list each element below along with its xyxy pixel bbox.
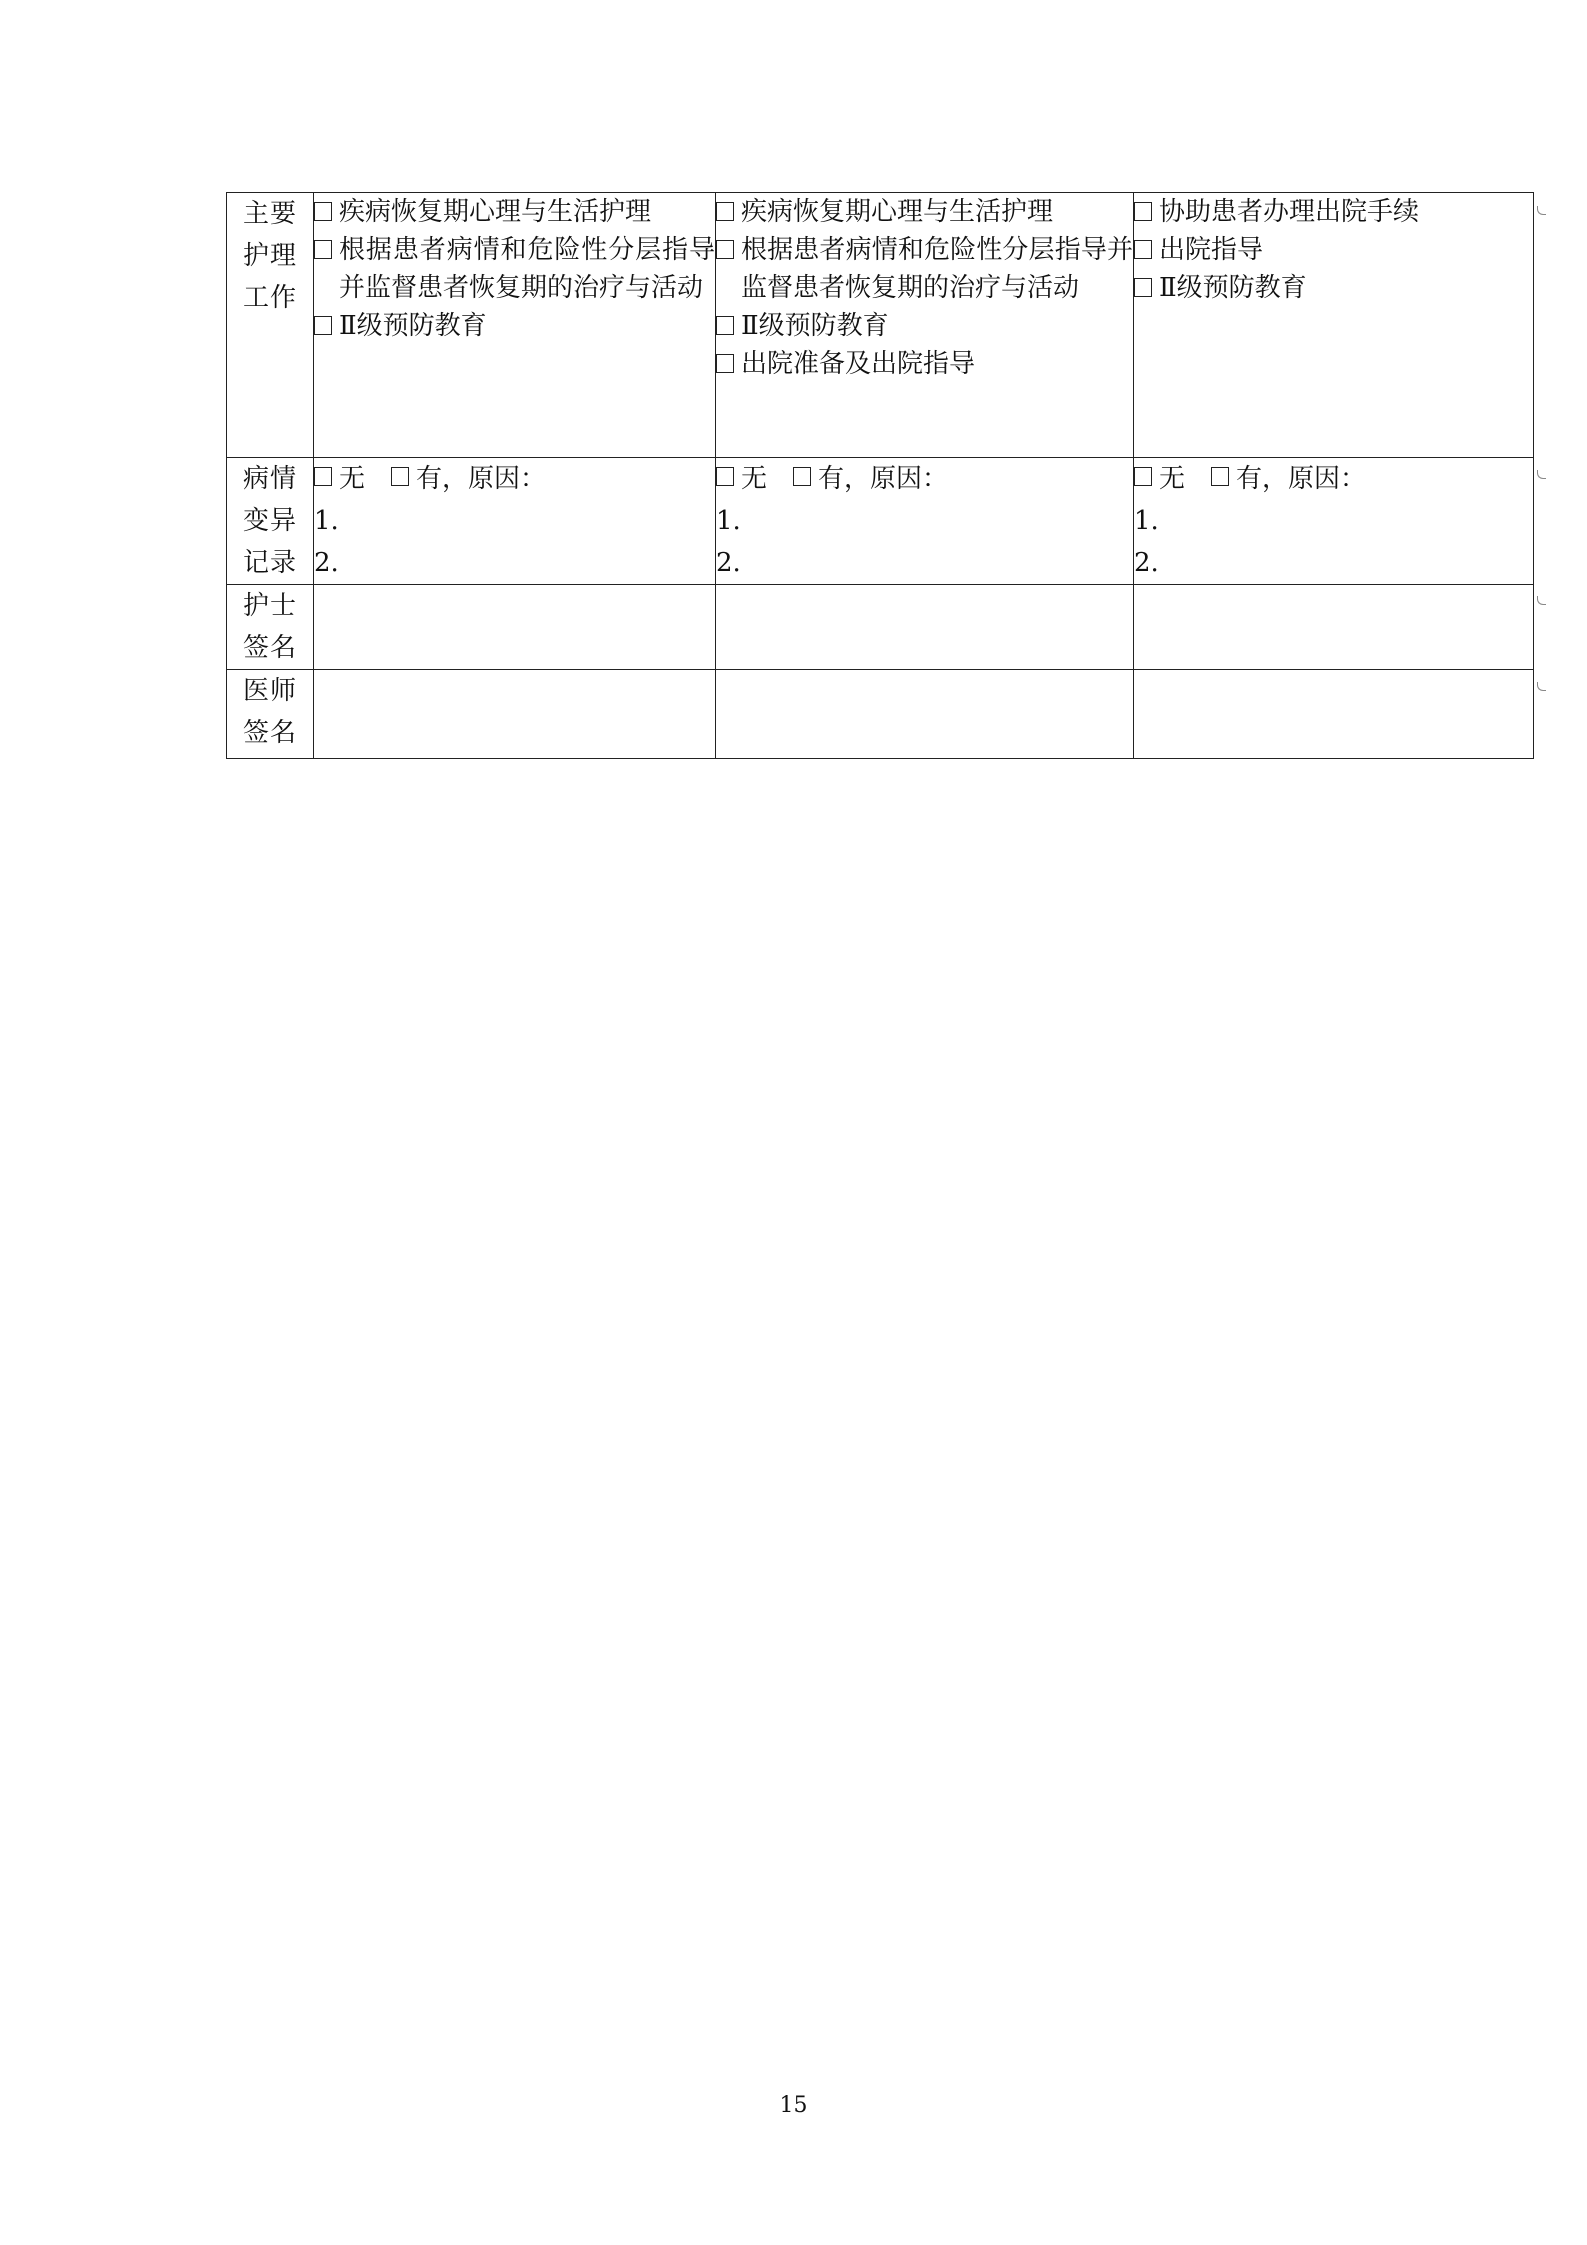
header-line: 记录 xyxy=(242,548,297,578)
header-line: 签名 xyxy=(242,718,297,748)
checkbox[interactable] xyxy=(716,467,734,486)
checklist-item xyxy=(1134,269,1533,307)
reason-line-1[interactable]: 1. xyxy=(716,506,741,536)
variation-day-1-cell xyxy=(314,458,716,585)
checklist-item xyxy=(1134,193,1533,231)
checklist-item-label: Ⅱ级预防教育 xyxy=(1159,273,1307,303)
checklist-item-label: Ⅱ级预防教育 xyxy=(741,311,889,341)
main-work-day-1-cell xyxy=(314,193,716,458)
checklist-item-label: 疾病恢复期心理与生活护理 xyxy=(741,197,1054,227)
header-line: 医师 xyxy=(242,676,297,706)
checkbox[interactable] xyxy=(716,354,734,373)
variation-none-option xyxy=(314,458,365,500)
variation-none-option xyxy=(1134,458,1185,500)
checkbox[interactable] xyxy=(391,467,409,486)
checkbox[interactable] xyxy=(716,202,734,221)
variation-yes-label: 有，原因： xyxy=(1236,464,1367,494)
checkbox[interactable] xyxy=(314,202,332,221)
checklist-item xyxy=(716,345,1133,383)
header-line: 病情 xyxy=(242,464,297,494)
variation-yes-label: 有，原因： xyxy=(416,464,547,494)
nurse-signature-row xyxy=(227,585,1534,670)
variation-record-row xyxy=(227,458,1534,585)
checklist-item xyxy=(314,193,715,231)
variation-options xyxy=(314,458,715,500)
header-line: 变异 xyxy=(242,506,297,536)
doctor-signature-day-3-field[interactable] xyxy=(1134,670,1534,759)
nurse-signature-day-1-field[interactable] xyxy=(314,585,716,670)
checklist-item-label: 根据患者病情和危险性分层指导并监督患者恢复期的治疗与活动 xyxy=(741,235,1133,303)
paragraph-mark-icon xyxy=(1537,596,1546,605)
paragraph-mark-icon xyxy=(1537,206,1546,215)
paragraph-mark-icon xyxy=(1537,682,1546,691)
checklist-item xyxy=(1134,231,1533,269)
variation-none-label: 无 xyxy=(1159,464,1186,494)
checkbox[interactable] xyxy=(1134,467,1152,486)
checklist-item-label: 根据患者病情和危险性分层指导并监督患者恢复期的治疗与活动 xyxy=(339,235,715,303)
checklist-item-label: 出院准备及出院指导 xyxy=(741,349,976,379)
checklist-item xyxy=(314,231,715,307)
variation-options xyxy=(716,458,1133,500)
reason-line-2[interactable]: 2. xyxy=(1134,548,1159,578)
checkbox[interactable] xyxy=(793,467,811,486)
doctor-signature-day-1-field[interactable] xyxy=(314,670,716,759)
checklist-item-label: 出院指导 xyxy=(1159,235,1264,265)
variation-none-option xyxy=(716,458,767,500)
variation-day-2-cell xyxy=(716,458,1134,585)
doctor-signature-row xyxy=(227,670,1534,759)
checkbox[interactable] xyxy=(314,240,332,259)
checkbox[interactable] xyxy=(716,316,734,335)
header-line: 主要 xyxy=(242,199,297,229)
checklist-item xyxy=(716,193,1133,231)
paragraph-mark-icon xyxy=(1537,470,1546,479)
variation-yes-option xyxy=(793,458,948,500)
checklist-item-label: 疾病恢复期心理与生活护理 xyxy=(339,197,652,227)
main-work-day-2-cell xyxy=(716,193,1134,458)
checklist-item xyxy=(716,307,1133,345)
reason-line-2[interactable]: 2. xyxy=(716,548,741,578)
checkbox[interactable] xyxy=(716,240,734,259)
variation-none-label: 无 xyxy=(339,464,366,494)
header-line: 签名 xyxy=(242,633,297,663)
checkbox[interactable] xyxy=(1134,240,1152,259)
clinical-pathway-table xyxy=(226,192,1534,759)
checkbox[interactable] xyxy=(1211,467,1229,486)
reason-line-1[interactable]: 1. xyxy=(1134,506,1159,536)
checklist-item-label: 协助患者办理出院手续 xyxy=(1159,197,1420,227)
checkbox[interactable] xyxy=(314,467,332,486)
main-nursing-work-header xyxy=(227,193,314,458)
variation-yes-option xyxy=(1211,458,1366,500)
variation-none-label: 无 xyxy=(741,464,768,494)
main-nursing-work-row xyxy=(227,193,1534,458)
nurse-signature-day-2-field[interactable] xyxy=(716,585,1134,670)
main-work-day-3-cell xyxy=(1134,193,1534,458)
checkbox[interactable] xyxy=(1134,278,1152,297)
checklist-item xyxy=(314,307,715,345)
nurse-signature-day-3-field[interactable] xyxy=(1134,585,1534,670)
header-line: 工作 xyxy=(242,283,297,313)
header-line: 护士 xyxy=(242,591,297,621)
reason-line-2[interactable]: 2. xyxy=(314,548,339,578)
page-number: 15 xyxy=(779,2093,808,2118)
nurse-signature-header xyxy=(227,585,314,670)
header-line: 护理 xyxy=(242,241,297,271)
variation-yes-label: 有，原因： xyxy=(818,464,949,494)
doctor-signature-header xyxy=(227,670,314,759)
checkbox[interactable] xyxy=(314,316,332,335)
variation-day-3-cell xyxy=(1134,458,1534,585)
checklist-item xyxy=(716,231,1133,307)
variation-record-header xyxy=(227,458,314,585)
checkbox[interactable] xyxy=(1134,202,1152,221)
doctor-signature-day-2-field[interactable] xyxy=(716,670,1134,759)
variation-options xyxy=(1134,458,1533,500)
variation-yes-option xyxy=(391,458,546,500)
checklist-item-label: Ⅱ级预防教育 xyxy=(339,311,487,341)
reason-line-1[interactable]: 1. xyxy=(314,506,339,536)
